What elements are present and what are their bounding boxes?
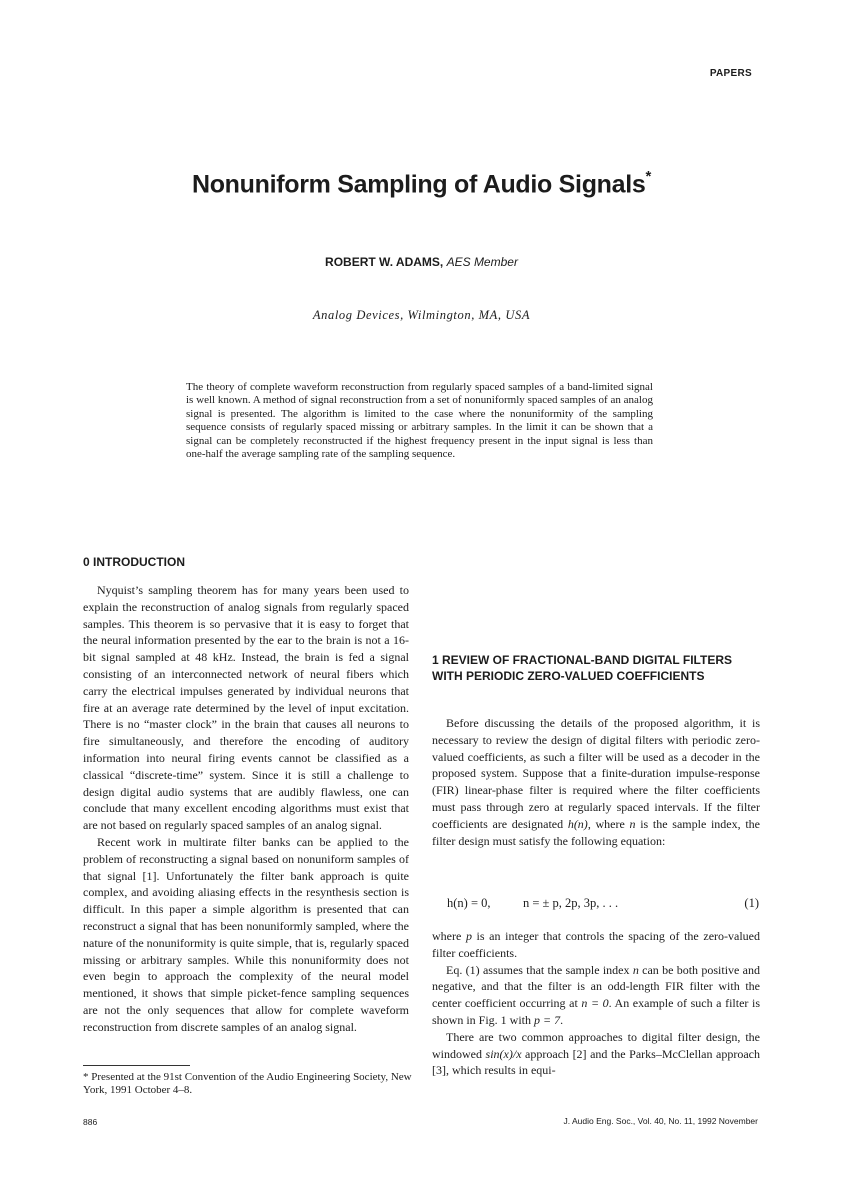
footnote: * Presented at the 91st Convention of the Audio Engineering Society, New York, 1991 October 4–8. [83, 1071, 412, 1096]
title-text: Nonuniform Sampling of Audio Signals [191, 170, 646, 199]
intro-paragraph-2: Recent work in multirate filter banks can be applied to the problem of reconstructing a signal based on nonuniform samples of that signal [1]. Unfortunately the filter bank approach is quite complex, and avoiding aliasing effects in the resynthesis section is difficult. In this paper a simple algorithm is presented that can reconstruct a signal that has been nonuniformly sampled, where the nature of the nonuniformity is quite simple, that is, regularly spaced missing or arbitrary samples. While this nonuniformity does not even begin to approach the complexity of the neural model mentioned, it shows that simple picket-fence sampling sequences are not the only sequences that allow for complete waveform reconstruction from discrete samples of an analog signal. [83, 834, 409, 1034]
right-column-continued [432, 928, 760, 1079]
review-paragraph-3: Eq. (1) assumes that the sample index n can be both positive and negative, and that the filter is an odd-length FIR filter with the center coefficient occurring at n = 0. An example of such a filter is shown in Fig. 1 with p = 7. [432, 962, 761, 1027]
journal-reference: J. Audio Eng. Soc., Vol. 40, No. 11, 1992 November [563, 1116, 758, 1126]
affiliation: Analog Devices, Wilmington, MA, USA [312, 308, 531, 322]
review-paragraph-1: Before discussing the details of the proposed algorithm, it is necessary to review the design of digital filters with periodic zero-valued coefficients, as such a filter will be used as a decoder in the proposed system. Suppose that a finite-duration impulse-response (FIR) linear-phase filter is required where the filter coefficients must pass through zero at regularly spaced intervals. If the filter coefficients are designated h(n), where n is the sample index, the filter design must satisfy the following equation: [432, 716, 760, 848]
footnote-rule [83, 1065, 190, 1066]
review-paragraph-2: where p is an integer that controls the spacing of the zero-valued filter coefficients. [432, 929, 760, 960]
right-column [432, 715, 760, 849]
inline-math-n: n [629, 816, 636, 831]
author-membership: AES Member [446, 255, 518, 269]
title-footnote-mark: * [645, 168, 652, 185]
intro-paragraph-1: Nyquist’s sampling theorem has for many years been used to explain the reconstruction of analog signals from regularly spaced samples. This theorem is so pervasive that it is easy to forget that the neural information presented by the ear to the brain is not a 16-bit signal sampled at 48 kHz. Instead, the brain is fed a signal consisting of an interconnected network of neural fibers which carry the electrical impulses generated by individual neurons that fire at an average rate determined by the level of input excitation. There is no “master clock” in the brain that causes all neurons to fire simultaneously, and therefore the encoding of auditory information into neural firing events cannot be classified as a classical “discrete-time” system. Since it is still a challenge to design digital audio systems that are audibly flawless, one can conclude that many excellent encoding algorithms must exist that are not based on regularly spaced samples of an analog signal. [83, 583, 409, 833]
inline-math-p: p [465, 929, 472, 943]
equation-lhs: h(n) = 0, [447, 896, 491, 910]
page-number: 886 [83, 1117, 98, 1127]
left-column [83, 582, 409, 1036]
review-paragraph-4: There are two common approaches to digital filter design, the windowed sin(x)/x approach [2] and the Parks–McClellan approach [3], which results in equi- [432, 1029, 760, 1078]
section-heading-review: 1 REVIEW OF FRACTIONAL-BAND DIGITAL FILTERS WITH PERIODIC ZERO-VALUED COEFFICIENTS [432, 653, 732, 683]
author-name: ROBERT W. ADAMS, [325, 255, 444, 269]
section-label: PAPERS [709, 68, 752, 79]
inline-math-hn: h(n) [567, 816, 588, 831]
equation-rhs: n = ± p, 2p, 3p, . . . [523, 896, 619, 910]
equation-1 [447, 896, 759, 916]
section-heading-introduction: 0 INTRODUCTION [83, 555, 185, 569]
paper-title [0, 170, 843, 199]
equation-number: (1) [744, 896, 759, 910]
author-line [0, 255, 843, 269]
abstract: The theory of complete waveform reconstruction from regularly spaced samples of a band-limited signal is well known. A method of signal reconstruction from a set of nonuniformly spaced samples of an analog signal is presented. The algorithm is limited to the case where the nonuniformity of the sampling sequence consists of regularly spaced missing or arbitrary samples. In the limit it can be shown that a signal can be completely reconstructed if the highest frequency present in the input signal is less than one-half the average sampling rate of the sampling sequence. [186, 381, 653, 461]
